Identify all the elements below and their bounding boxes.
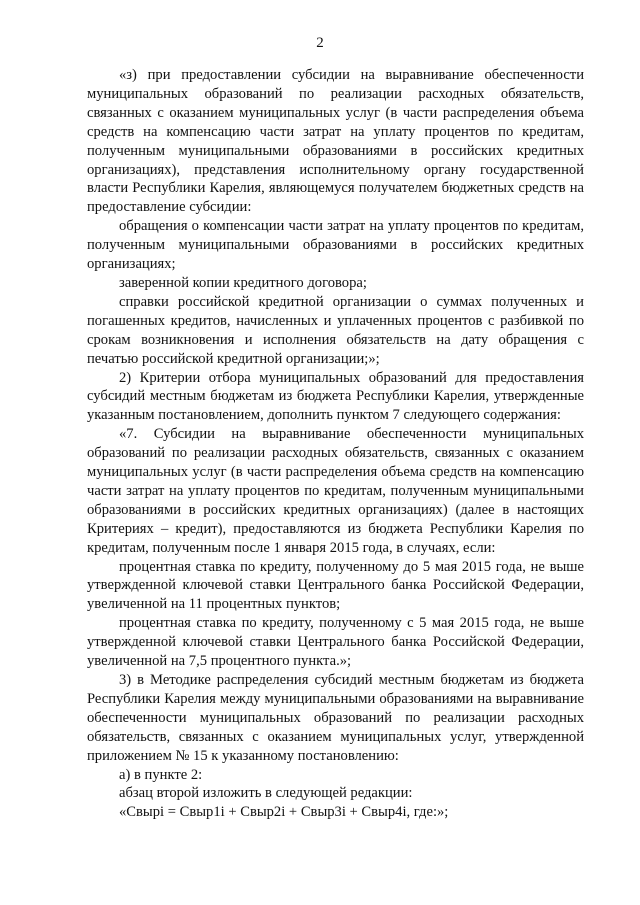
paragraph-subpoint-a: а) в пункте 2: (119, 766, 203, 783)
document-body (87, 66, 584, 822)
page-number: 2 (316, 35, 324, 51)
paragraph-subpoint-z: «з) при предоставлении субсидии на выравнивание обеспеченности муниципальных образований по реализации расходных обязательств, связанных с оказанием муниципальных услуг (в части распределения объема средств на компенсацию части затрат на уплату процентов по кредитам, полученным муниципальными образованиями в российских кредитных организациях), представления исполнительному органу государственной власти Республики Карелия, являющемуся получателем бюджетных средств на предоставление субсидии: (87, 67, 584, 216)
paragraph-rate-before-may: процентная ставка по кредиту, полученному до 5 мая 2015 года, не выше утвержденной ключевой ставки Центрального банка Российской Федерации, увеличенной на 11 процентных пунктов; (87, 558, 584, 613)
paragraph-loan-agreement-copy: заверенной копии кредитного договора; (119, 274, 367, 291)
paragraph-item-2-criteria: 2) Критерии отбора муниципальных образований для предоставления субсидий местным бюджетам из бюджета Республики Карелия, утвержденные указанным постановлением, дополнить пунктом 7 следующего содержания: (87, 369, 584, 424)
paragraph-point-7: «7. Субсидии на выравнивание обеспеченности муниципальных образований по реализации расходных обязательств, связанных с оказанием муниципальных услуг (в части распределения объема средств на компенсацию части затрат на уплату процентов по кредитам, полученным муниципальными образованиями в российских кредитных организациях) (далее в настоящих Критериях – кредит), предоставляются из бюджета Республики Карелия по кредитам, полученным после 1 января 2015 года, в случаях, если: (87, 426, 584, 556)
paragraph-second-abzac: абзац второй изложить в следующей редакции: (119, 785, 413, 802)
paragraph-rate-after-may: процентная ставка по кредиту, полученному с 5 мая 2015 года, не выше утвержденной ключевой ставки Центрального банка Российской Федерации, увеличенной на 7,5 процентного пункта.»; (87, 615, 584, 670)
paragraph-bank-certificate: справки российской кредитной организации о суммах полученных и погашенных кредитов, начисленных и уплаченных процентов с разбивкой по срокам возникновения и исполнения обязательств на дату обращения с печатью российской кредитной организации;»; (87, 293, 584, 367)
paragraph-item-3-methodology: 3) в Методике распределения субсидий местным бюджетам из бюджета Республики Карелия между муниципальными образованиями на выравнивание обеспеченности муниципальных образований по реализации расходных обязательств, связанных с оказанием муниципальных услуг, утвержденной приложением № 15 к указанному постановлению: (87, 672, 584, 764)
paragraph-compensation-request: обращения о компенсации части затрат на уплату процентов по кредитам, полученным муниципальными образованиями в российских кредитных организациях; (87, 218, 584, 273)
paragraph-formula: «Свырi = Свыр1i + Свыр2i + Свыр3i + Свыр4i, где:»; (119, 804, 449, 821)
